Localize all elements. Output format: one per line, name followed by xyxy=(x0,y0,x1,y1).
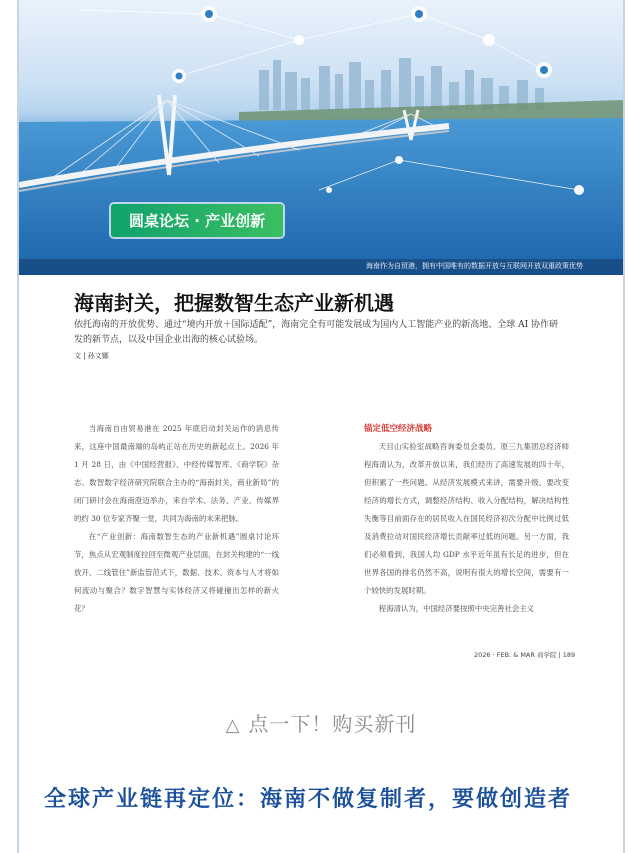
next-article-title[interactable]: 全球产业链再定位：海南不做复制者，要做创造者 xyxy=(44,787,573,812)
page-folio: 2026 · FEB. & MAR 商学院 | 189 xyxy=(474,651,576,659)
triangle-outline-icon: △ xyxy=(225,715,241,736)
section-badge: 圆桌论坛 · 产业创新 xyxy=(111,204,283,237)
section-heading: 锚定低空经济战略 xyxy=(364,424,433,434)
paragraph: 当海南自由贸易港在 2025 年底启动封关运作的消息传来，这座中国最南端的岛屿正站在历史的新起点上。2026 年 1 月 28 日，由《中国经营报》、中经传媒智库、《商学院》杂志、数智数字经济研究院联合主办的“海南封关，商业新局”的闭门研讨会在海南澄迈举办，来自学术、法务、产业、传媒界的约 30 位专家齐聚一堂，共同为海南的未来把脉。 xyxy=(74,424,279,523)
body-column-right xyxy=(364,420,569,618)
caption-bar xyxy=(19,259,623,275)
hero-image xyxy=(19,0,623,275)
byline: 文 | 孙文娜 xyxy=(74,352,109,360)
bridge-city-illustration xyxy=(19,0,623,275)
paragraph: 程海清认为，中国经济要按照中央完善社会主义 xyxy=(378,604,535,613)
body-column-left xyxy=(74,420,279,618)
buy-issue-link[interactable] xyxy=(19,708,623,737)
paragraph: 天目山实验室战略咨询委员会委员、原三九集团总经济师程海清认为，改革开放以来，我们经历了高速发展的四十年，但积累了一些问题。从经济发展模式来讲，需要升级。要改变经济的增长方式，调整经济结构、收入分配结构，解决结构性失衡等目前面存在的居民收入在国民经济初次分配中比例过低及消费拉动对国民经济增长贡献率过低的问题。另一方面，我们必须看到，我国人均 GDP 水平近年虽有长足的进步，但在世界各国的排名仍然不高，说明有很大的增长空间，需要有一个较快的发展时期。 xyxy=(364,442,569,595)
page-frame xyxy=(17,0,625,853)
buy-issue-label: 点一下！购买新刊 xyxy=(248,712,417,736)
image-caption: 海南作为自贸港，拥有中国唯有的数据开放与互联网开放双重政策优势 xyxy=(366,262,583,270)
paragraph: 在“产业创新：海南数智生态的产业新机遇”圆桌讨论环节，焦点从宏观制度拉回至微观产业层面，在封关构建的“一线放开、二线管住”新监管范式下，数据、技术、资本与人才将如何流动与聚合？数字智慧与实体经济又将碰撞出怎样的新火花？ xyxy=(74,532,279,613)
article-title: 海南封关，把握数智生态产业新机遇 xyxy=(74,291,394,315)
article-lede: 依托海南的开放优势、通过“境内开放＋国际适配”，海南完全有可能发展成为国内人工智能产业的新高地、全球 AI 协作研发的新节点，以及中国企业出海的核心试验场。 xyxy=(74,320,558,345)
